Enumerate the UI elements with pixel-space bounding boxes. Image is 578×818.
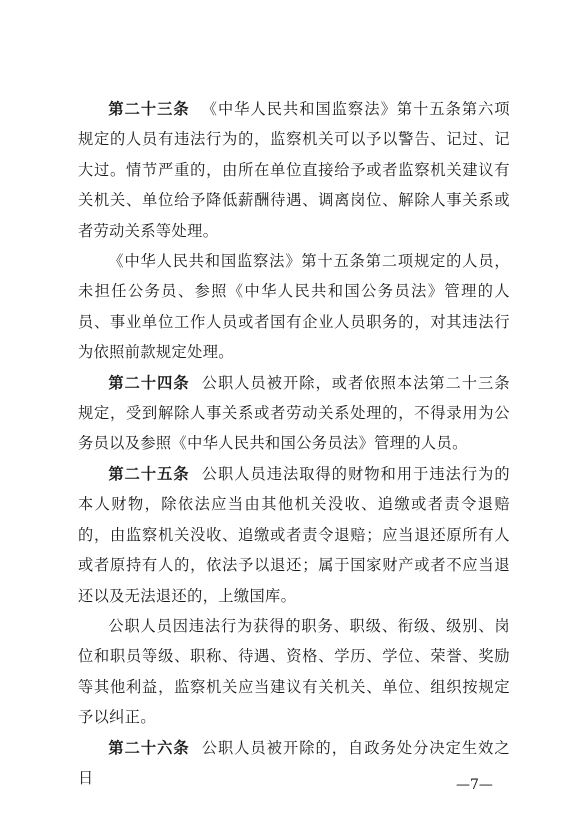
document-body [78,94,510,793]
paragraph-text: 公职人员被开除的，自政务处分决定生效之日 [78,738,510,787]
paragraph-text: 公职人员因违法行为获得的职务、职级、衔级、级别、岗位和职员等级、职称、待遇、资格、学历、学位、荣誉、奖励等其他利益，监察机关应当建议有关机关、单位、组织按规定予以纠正。 [78,616,510,727]
paragraph-text: 公职人员违法取得的财物和用于违法行为的本人财物，除依法应当由其他机关没收、追缴或者责令退赔的，由监察机关没收、追缴或者责令退赔；应当退还原所有人或者原持有人的，依法予以退还；属于国家财产或者不应当退还以及无法退还的，上缴国库。 [78,464,510,605]
article-number: 第二十六条 [108,738,190,757]
article-number: 第二十三条 [108,100,190,118]
paragraph-article-25-clause-2 [78,611,510,733]
paragraph-article-26 [78,733,510,794]
paragraph-text: 公职人员被开除，或者依照本法第二十三条规定，受到解除人事关系或者劳动关系处理的，不得录用为公务员以及参照《中华人民共和国公务员法》管理的人员。 [78,373,510,453]
paragraph-article-25 [78,459,510,611]
paragraph-article-23 [78,94,510,246]
article-number: 第二十四条 [108,373,190,392]
paragraph-article-23-clause-2 [78,246,510,368]
page-number: —7— [456,777,493,793]
article-number: 第二十五条 [108,464,190,483]
paragraph-text: 《中华人民共和国监察法》第十五条第六项规定的人员有违法行为的，监察机关可以予以警告、记过、记大过。情节严重的，由所在单位直接给予或者监察机关建议有关机关、单位给予降低薪酬待遇、调离岗位、解除人事关系或者劳动关系等处理。 [78,100,510,240]
paragraph-text: 《中华人民共和国监察法》第十五条第二项规定的人员，未担任公务员、参照《中华人民共和国公务员法》管理的人员、事业单位工作人员或者国有企业人员职务的，对其违法行为依照前款规定处理。 [78,252,510,362]
paragraph-article-24 [78,368,510,459]
